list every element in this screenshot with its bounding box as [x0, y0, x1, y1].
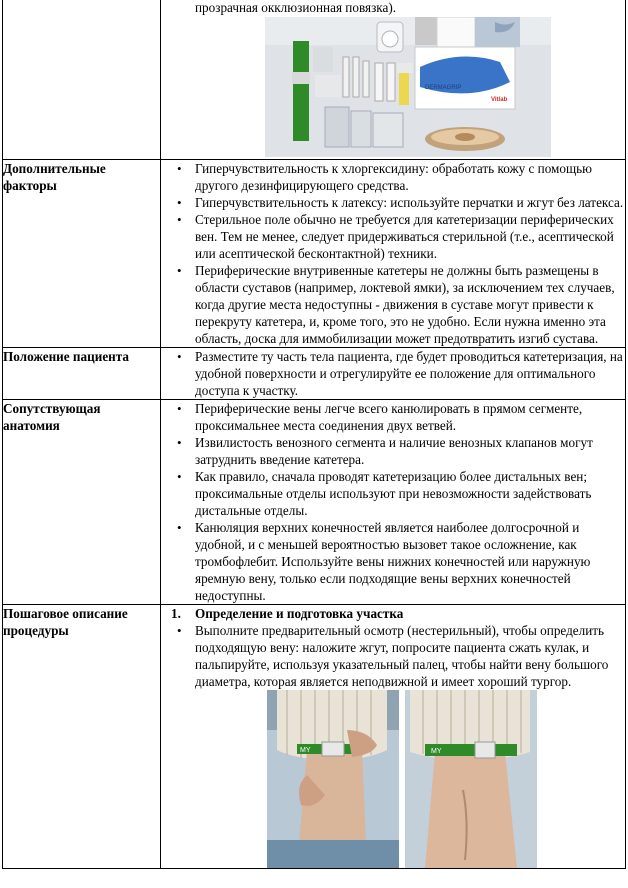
bullet-item: • Периферические внутривенные катетеры не должны быть размещены в области суставов (например, локтевой ямки), за исключением тех случаев, когда другие места недоступны - движения в суставе могут привести к перекруту катетера, и, кроме того, это не удобно. Если нужна именно эта область, доска для иммобилизации может предотвратить изгиб сустава.	[161, 262, 625, 347]
bullet-item: • Канюляция верхних конечностей является наиболее долгосрочной и удобной, и с меньшей вероятностью вызовет такое осложнение, как тромбофлебит. Используйте вены нижних конечностей или наружную яремную вену, только если подходящие вены верхних конечностей недоступны.	[161, 519, 625, 604]
step-heading	[161, 605, 625, 622]
tourniquet-photo-2	[405, 690, 537, 868]
row-label: Дополнительные факторы	[3, 160, 161, 348]
tourniquet-label: MY	[431, 748, 442, 755]
row-label: Пошаговое описание процедуры	[3, 605, 161, 869]
row-content	[161, 348, 626, 400]
glove-box-brand: Vitlab	[491, 97, 508, 103]
tourniquet-photo-1	[267, 690, 399, 868]
procedure-table	[2, 0, 626, 869]
bullet-item: • Гиперчувствительность к латексу: используйте перчатки и жгут без латекса.	[161, 194, 625, 211]
row-content	[161, 160, 626, 348]
bullet-item: • Выполните предварительный осмотр (нестерильный), чтобы определить подходящую вену: наложите жгут, попросите пациента сжать кулак, и пальпируйте, используя указательный палец, чтобы найти вену большого диаметра, которая является неподвижной и имеет хороший тургор.	[161, 622, 625, 690]
bullet-item: • Как правило, сначала проводят катетеризацию более дистальных вен; проксимальные отделы используют при невозможности задействовать дистальные отделы.	[161, 468, 625, 519]
row-content	[161, 400, 626, 605]
table-row	[3, 605, 626, 869]
table-row	[3, 348, 626, 400]
step-title: Определение и подготовка участка	[195, 606, 404, 621]
row-label: Сопутствующая анатомия	[3, 400, 161, 605]
tourniquet-label: MY	[300, 747, 311, 754]
supplies-photo	[265, 17, 551, 157]
glove-box-label: DERMAGRIP	[425, 85, 462, 91]
bullet-item: • Стерильное поле обычно не требуется для катетеризации периферических вен. Тем не менее, следует придерживаться стерильной (т.е., асептической или асептической бесконтактной) техники.	[161, 211, 625, 262]
bullet-item: • Извилистость венозного сегмента и наличие венозных клапанов могут затруднить введение катетера.	[161, 434, 625, 468]
table-row	[3, 400, 626, 605]
bullet-item: • Гиперчувствительность к хлоргексидину: обработать кожу с помощью другого дезинфицирующего средства.	[161, 160, 625, 194]
bullet-item: • Разместите ту часть тела пациента, где будет проводиться катетеризация, на удобной поверхности и отрегулируйте ее положение для оптимального доступа к участку.	[161, 348, 625, 399]
row-content	[161, 605, 626, 869]
table-row	[3, 160, 626, 348]
step-number: 1.	[171, 606, 181, 621]
row-content	[161, 0, 626, 160]
continued-text: прозрачная окклюзионная повязка).	[195, 0, 397, 15]
row-label: Положение пациента	[3, 348, 161, 400]
table-row	[3, 0, 626, 160]
row-label-empty	[3, 0, 161, 160]
bullet-item: • Периферические вены легче всего канюлировать в прямом сегменте, проксимальнее места соединения двух ветвей.	[161, 400, 625, 434]
